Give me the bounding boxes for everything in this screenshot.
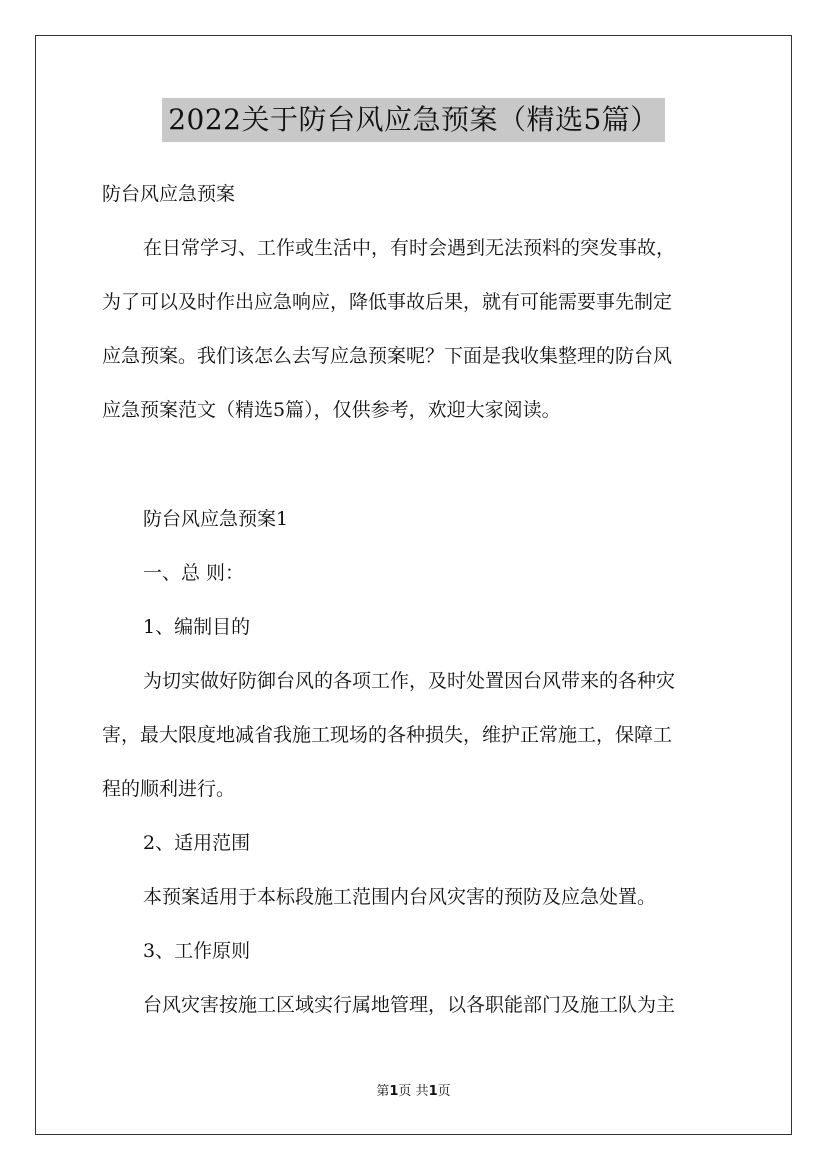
item2-heading: 2、适用范围 <box>143 832 251 854</box>
title-container <box>0 98 827 142</box>
item3-text: 台风灾害按施工区域实行属地管理，以各职能部门及施工队为主 <box>143 994 676 1016</box>
footer-suffix: 页 <box>437 1084 451 1099</box>
item1-line-1: 为切实做好防御台风的各项工作，及时处置因台风带来的各种灾 <box>143 670 676 692</box>
footer-mid: 页 共 <box>398 1084 429 1099</box>
item3-heading: 3、工作原则 <box>143 940 251 962</box>
intro-line-3: 应急预案。我们该怎么去写应急预案呢？下面是我收集整理的防台风 <box>102 345 673 367</box>
intro-line-4: 应急预案范文（精选5篇），仅供参考，欢迎大家阅读。 <box>102 399 561 421</box>
intro-line-1: 在日常学习、工作或生活中，有时会遇到无法预料的突发事故， <box>143 237 676 259</box>
item1-line-3: 程的顺利进行。 <box>102 778 236 800</box>
document-title: 2022关于防台风应急预案（精选5篇） <box>162 98 665 142</box>
footer-current-page: 1 <box>389 1084 399 1099</box>
document-subtitle: 防台风应急预案 <box>102 183 236 205</box>
item1-heading: 1、编制目的 <box>143 616 251 638</box>
footer-total-pages: 1 <box>428 1084 438 1099</box>
general-heading: 一、总 则： <box>143 562 245 584</box>
item2-text: 本预案适用于本标段施工范围内台风灾害的预防及应急处置。 <box>143 886 657 908</box>
intro-line-2: 为了可以及时作出应急响应，降低事故后果，就有可能需要事先制定 <box>102 291 673 313</box>
page-footer <box>0 1083 827 1101</box>
item1-line-2: 害，最大限度地减省我施工现场的各种损失，维护正常施工，保障工 <box>102 724 673 746</box>
section-heading: 防台风应急预案1 <box>143 508 289 530</box>
footer-prefix: 第 <box>376 1084 390 1099</box>
